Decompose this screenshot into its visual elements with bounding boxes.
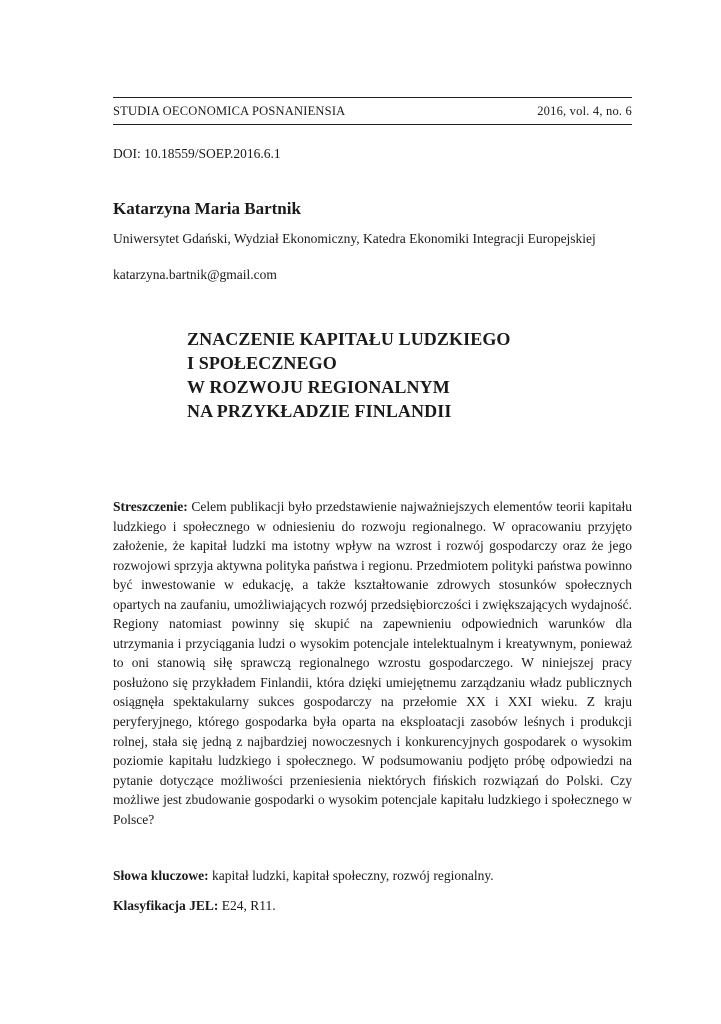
title-line: W ROZWOJU REGIONALNYM xyxy=(187,377,450,397)
abstract-text: Celem publikacji było przedstawienie najważniejszych elementów teorii kapitału ludzkiego i społecznego w odniesieniu do rozwoju regionalnego. W opracowaniu przyjęto założenie, że kapitał ludzki ma istotny wpływ na wzrost i rozwój gospodarczy oraz że jego rozwojowi sprzyja aktywna polityka państwa i regionu. Przedmiotem polityki państwa powinno być inwestowanie w edukację, a także kształtowanie zdrowych stosunków społecznych opartych na zaufaniu, umożliwiających rozwój przedsiębiorczości i zwiększających wydajność. Regiony natomiast powinny się skupić na zapewnieniu odpowiednich warunków dla utrzymania i przyciągania ludzi o wysokim potencjale intelektualnym i kreatywnym, ponieważ to oni stanowią siłę sprawczą regionalnego wzrostu gospodarczego. W niniejszej pracy posłużono się przykładem Finlandii, która dzięki umiejętnemu zarządzaniu władz publicznych osiągnęła spektakularny sukces gospodarczy na przełomie XX i XXI wieku. Z kraju peryferyjnego, którego gospodarka była oparta na eksploatacji zasobów leśnych i produkcji rolnej, stała się jedną z najbardziej nowoczesnych i konkurencyjnych gospodarek o wysokim poziomie kapitału ludzkiego i społecznego. W podsumowaniu podjęto próbę odpowiedzi na pytanie dotyczące możliwości przeniesienia niektórych fińskich rozwiązań do Polski. Czy możliwe jest zbudowanie gospodarki o wysokim potencjale kapitału ludzkiego i społecznego w Polsce? xyxy=(113,499,632,827)
jel-classification xyxy=(113,898,276,914)
doi: DOI: 10.18559/SOEP.2016.6.1 xyxy=(113,146,281,161)
title-line: I SPOŁECZNEGO xyxy=(187,353,337,373)
title-line: ZNACZENIE KAPITAŁU LUDZKIEGO xyxy=(187,329,511,349)
keywords-label: Słowa kluczowe: xyxy=(113,868,212,883)
keywords xyxy=(113,868,632,884)
jel-label: Klasyfikacja JEL: xyxy=(113,898,222,913)
issue-info: 2016, vol. 4, no. 6 xyxy=(537,104,632,118)
abstract xyxy=(113,497,632,829)
running-head xyxy=(113,104,632,119)
keywords-text: kapitał ludzki, kapitał społeczny, rozwój regionalny. xyxy=(212,868,494,883)
author-affiliation: Uniwersytet Gdański, Wydział Ekonomiczny, Katedra Ekonomiki Integracji Europejskiej xyxy=(113,231,596,246)
journal-name: STUDIA OECONOMICA POSNANIENSIA xyxy=(113,104,346,118)
author-email: katarzyna.bartnik@gmail.com xyxy=(113,267,277,282)
jel-text: E24, R11. xyxy=(221,898,276,913)
article-title xyxy=(187,327,632,423)
header-rule-bottom xyxy=(113,124,632,125)
title-line: NA PRZYKŁADZIE FINLANDII xyxy=(187,401,452,421)
author-name: Katarzyna Maria Bartnik xyxy=(113,199,301,218)
abstract-label: Streszczenie: xyxy=(113,499,192,514)
header-rule-top xyxy=(113,97,632,98)
